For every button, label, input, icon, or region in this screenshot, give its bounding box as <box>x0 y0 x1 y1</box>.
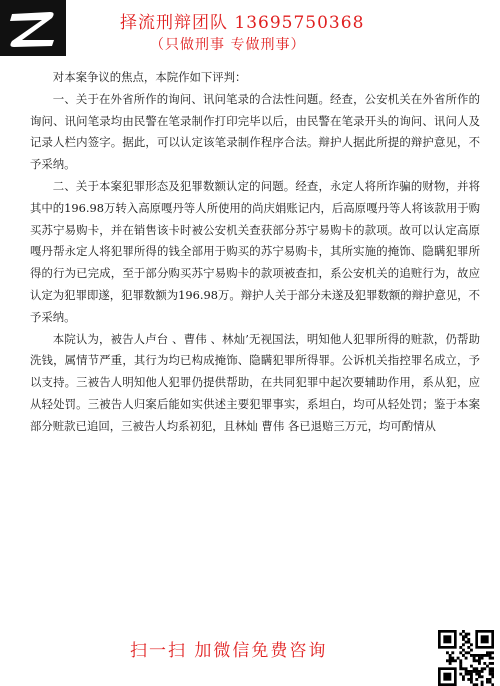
qr-code-icon <box>438 630 494 686</box>
paragraph-intro: 对本案争议的焦点，本院作如下评判： <box>52 70 247 84</box>
paragraph-court-opinion: 本院认为，被告人卢台 、曹伟 、林灿’无视国法，明知他人犯罪所得的赃款，仍帮助洗钱，属情节严重，其行为均已构成掩饰、隐瞒犯罪所得罪。公诉机关指控罪名成立，予以支持。三被告人明知他人犯罪仍提供帮助，在共同犯罪中起次要辅助作用，系从犯，应从轻处罚。三被告人归案后能如实供述主要犯罪事实，系坦白，均可从轻处罚；鉴于本案部分赃款已追回，三被告人均系初犯，且林灿 曹伟 各已退赔三万元，均可酌情从 <box>30 331 480 433</box>
paragraph-point-two: 二、关于本案犯罪形态及犯罪数额认定的问题。经查，永定人将所诈骗的财物，并将其中的196.98万转入高原嘎丹等人所使用的尚庆娟账记内，后高原嘎丹等人将该款用于购买苏宁易购卡，并在销售该卡时被公安机关查获部分苏宁易购卡的款项。故可以认定高原嘎丹帮永定人将犯罪所得的钱全部用于购买的苏宁易购卡，其所实施的掩饰、隐瞒犯罪所得的行为已完成，至于部分购买苏宁易购卡的款项被查扣，系公安机关的追赃行为，故应认定为犯罪即遂，犯罪数额为196.98万。辩护人关于部分未遂及犯罪数额的辩护意见，不予采纳。 <box>30 178 480 324</box>
qr-code[interactable] <box>438 630 494 686</box>
brand-title: 择流刑辩团队 13695750368 <box>120 13 365 33</box>
wechat-consult-cta: 扫一扫 加微信免费咨询 <box>130 641 328 661</box>
judgment-text <box>30 67 480 438</box>
brand-slogan: （只做刑事 专做刑事） <box>150 37 306 53</box>
paragraph-point-one: 一、关于在外省所作的询问、讯问笔录的合法性问题。经查，公安机关在外省所作的询问、讯问笔录均由民警在笔录制作打印完毕以后，由民警在笔录开头的询问、讯问人及记录人栏内签字。据此，可以认定该笔录制作程序合法。辩护人据此所提的辩护意见，不予采纳。 <box>30 91 480 172</box>
firm-logo <box>0 0 66 56</box>
z-swoosh-logo-icon <box>0 0 66 56</box>
